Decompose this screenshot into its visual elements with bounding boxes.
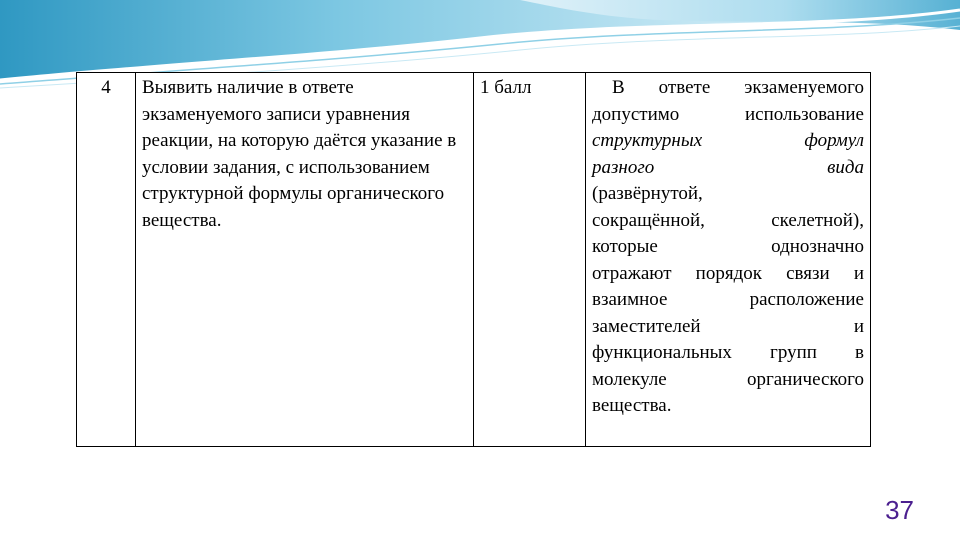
note-line: допустимо использование	[592, 103, 864, 125]
note-line: функциональных групп в	[592, 342, 864, 363]
score-cell	[474, 73, 586, 446]
note-line: которые однозначно	[592, 236, 864, 257]
criterion-text: Выявить наличие в ответе экзаменуемого записи уравнения реакции, на которую даётся указание в условии задания, с использованием структурной формулы органического вещества.	[142, 77, 457, 231]
note-line: (развёрнутой,	[592, 183, 703, 204]
row-number-cell	[77, 73, 136, 446]
score-text: 1 балл	[480, 77, 532, 98]
row-number: 4	[101, 77, 111, 98]
note-line: структурных формул	[592, 130, 864, 151]
note-cell	[586, 73, 871, 446]
note-line: молекуле органического	[592, 368, 864, 390]
table-row	[77, 73, 870, 446]
note-text	[592, 75, 864, 420]
note-line: взаимное расположение	[592, 289, 864, 310]
note-line: сокращённой, скелетной),	[592, 209, 864, 231]
note-line: заместителей и	[592, 315, 864, 337]
note-line: В ответе экзаменуемого	[612, 77, 864, 98]
criterion-cell	[136, 73, 474, 446]
note-line: вещества.	[592, 395, 672, 416]
slide-number: 37	[885, 495, 914, 525]
criteria-table-frame	[76, 72, 871, 447]
note-line: отражают порядок связи и	[592, 262, 864, 284]
note-line: разного вида	[592, 156, 864, 178]
criteria-table	[77, 73, 870, 446]
